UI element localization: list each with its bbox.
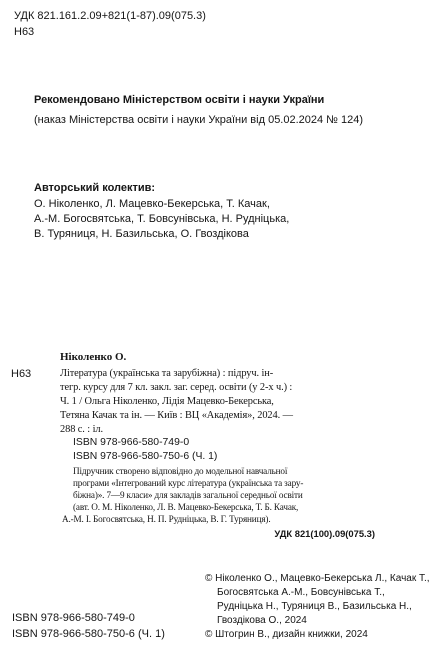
catalog-author: Ніколенко О. — [60, 351, 127, 363]
recommendation-title: Рекомендовано Міністерством освіти і науки України — [34, 94, 325, 106]
copyright-line: © Штогрин В., дизайн книжки, 2024 — [205, 629, 368, 640]
isbn-line: ISBN 978-966-580-749-0 — [12, 612, 135, 624]
authors-heading: Авторський колектив: — [34, 182, 156, 194]
copyright-line: Гвоздікова О., 2024 — [217, 615, 307, 626]
recommendation-order: (наказ Міністерства освіти і науки України від 05.02.2024 № 124) — [34, 114, 364, 126]
catalog-udk: УДК 821(100).09(075.3) — [274, 528, 375, 539]
authors-line: О. Ніколенко, Л. Мацевко-Бекерська, Т. Качак, — [34, 198, 270, 210]
author-mark: Н63 — [14, 26, 35, 38]
catalog-description-line: 288 с. : іл. — [60, 424, 103, 435]
catalog-description-line: Ч. 1 / Ольга Ніколенко, Лідія Мацевко-Бекерська, — [60, 396, 274, 407]
udk-code: УДК 821.161.2.09+821(1-87).09(075.3) — [14, 10, 206, 22]
catalog-annotation-line: А.-М. І. Богосвятська, Н. П. Рудніцька, В. Г. Туряниця). — [62, 514, 271, 524]
catalog-description-line: Література (українська та зарубіжна) : підруч. ін- — [60, 368, 274, 379]
catalog-annotation-line: біжна)». 7—9 класи» для закладів загальної середньої освіти — [73, 490, 303, 500]
copyright-line: © Ніколенко О., Мацевко-Бекерська Л., Качак Т., — [205, 573, 430, 584]
catalog-isbn: ISBN 978-966-580-749-0 — [73, 437, 190, 448]
catalog-annotation-line: Підручник створено відповідно до модельної навчальної — [73, 466, 288, 476]
authors-line: А.-М. Богосвятська, Т. Бовсунівська, Н. Рудніцька, — [34, 213, 290, 225]
catalog-description-line: Тетяна Качак та ін. — Київ : ВЦ «Академія», 2024. — — [60, 410, 293, 421]
catalog-annotation-line: програми «Інтегрований курс література (українська та зару- — [73, 478, 304, 488]
isbn-line: ISBN 978-966-580-750-6 (Ч. 1) — [12, 628, 165, 640]
catalog-isbn: ISBN 978-966-580-750-6 (Ч. 1) — [73, 451, 218, 462]
authors-line: В. Туряниця, Н. Базильська, О. Гвоздікова — [34, 228, 249, 240]
catalog-description-line: тегр. курсу для 7 кл. закл. заг. серед. освіти (у 2-х ч.) : — [60, 382, 293, 393]
catalog-annotation-line: (авт. О. М. Ніколенко, Л. В. Мацевко-Бекерська, Т. Б. Качак, — [73, 502, 299, 512]
copyright-line: Богосвятська А.-М., Бовсунівська Т., — [217, 587, 385, 598]
copyright-line: Рудніцька Н., Туряниця В., Базильська Н., — [217, 601, 412, 612]
catalog-author-mark: Н63 — [11, 368, 32, 380]
